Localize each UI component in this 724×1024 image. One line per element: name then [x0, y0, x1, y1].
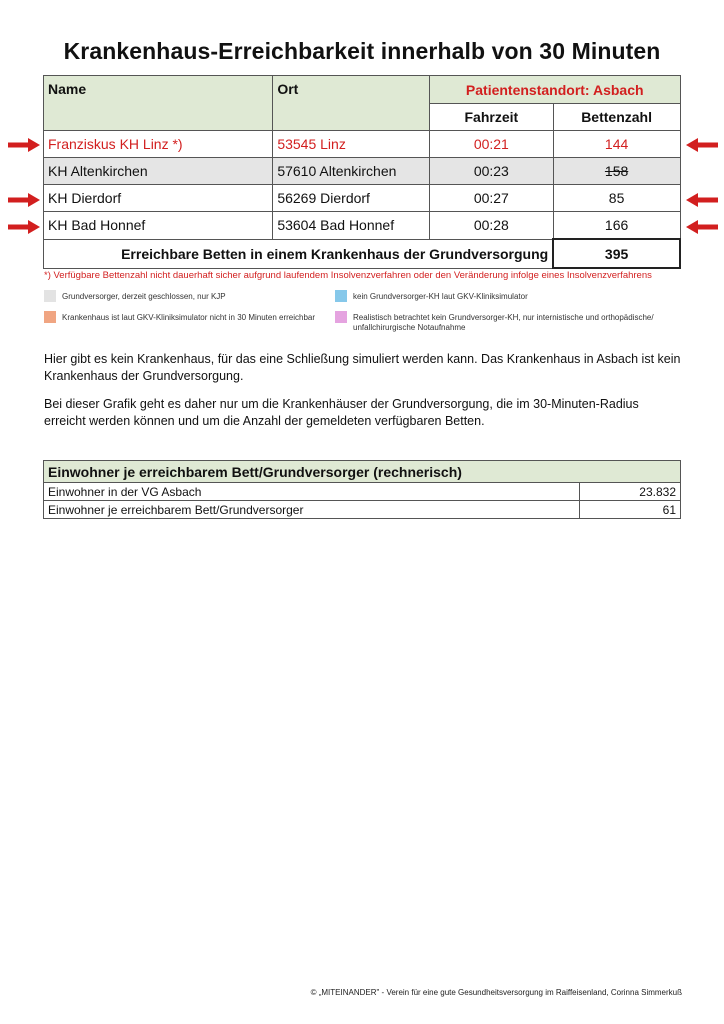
stats-value: 61	[580, 501, 681, 519]
row-betten-struck: 158	[604, 163, 629, 179]
total-row	[44, 239, 681, 268]
table-row	[44, 483, 681, 501]
header-patient-site: Patientenstandort: Asbach	[429, 76, 680, 104]
arrow-right-icon	[8, 138, 40, 152]
legend-label	[353, 313, 654, 333]
row-fahrzeit: 00:28	[429, 212, 553, 240]
header-fahrzeit: Fahrzeit	[429, 104, 553, 131]
arrow-left-icon	[686, 193, 718, 207]
row-name: KH Altenkirchen	[44, 158, 273, 185]
total-label: Erreichbare Betten in einem Krankenhaus der Grundversorgung	[44, 239, 554, 268]
row-name: Franziskus KH Linz *)	[44, 131, 273, 158]
row-betten	[553, 158, 680, 185]
stats-label: Einwohner je erreichbarem Bett/Grundversorger	[44, 501, 580, 519]
legend-swatch-blue	[335, 290, 347, 302]
stats-value: 23.832	[580, 483, 681, 501]
row-betten: 166	[553, 212, 680, 240]
stats-header: Einwohner je erreichbarem Bett/Grundversorger (rechnerisch)	[44, 461, 681, 483]
row-ort: 56269 Dierdorf	[273, 185, 430, 212]
arrow-left-icon	[686, 138, 718, 152]
row-name: KH Dierdorf	[44, 185, 273, 212]
arrow-right-icon	[8, 220, 40, 234]
legend-label-line: Realistisch betrachtet kein Grundversorger-KH, nur internistische und orthopädische/	[353, 313, 654, 322]
hospital-table	[43, 75, 681, 269]
arrow-right-icon	[8, 193, 40, 207]
table-row	[44, 212, 681, 240]
row-fahrzeit: 00:23	[429, 158, 553, 185]
row-ort: 53545 Linz	[273, 131, 430, 158]
row-betten: 85	[553, 185, 680, 212]
legend-swatch-pink	[335, 311, 347, 323]
paragraph-line: erreicht werden können und um die Anzahl der gemeldeten verfügbaren Betten.	[44, 414, 485, 428]
header-bettenzahl: Bettenzahl	[553, 104, 680, 131]
legend-label-line: unfallchirurgische Notaufnahme	[353, 323, 466, 332]
header-ort: Ort	[273, 76, 430, 131]
legend-swatch-orange	[44, 311, 56, 323]
page-title: Krankenhaus-Erreichbarkeit innerhalb von 30 Minuten	[63, 38, 661, 64]
legend-label: Grundversorger, derzeit geschlossen, nur KJP	[62, 292, 226, 301]
stats-label: Einwohner in der VG Asbach	[44, 483, 580, 501]
footer-credit: © „MITEINANDER" - Verein für eine gute Gesundheitsversorgung im Raiffeisenland, Corinna Simmerkuß	[310, 988, 682, 997]
legend-label: kein Grundversorger-KH laut GKV-Kliniksimulator	[353, 292, 528, 301]
paragraph-line: Hier gibt es kein Krankenhaus, für das eine Schließung simuliert werden kann. Das Krankenhaus in Asbach ist kein	[44, 352, 681, 366]
table-header-row	[44, 76, 681, 104]
stats-table	[43, 460, 681, 519]
footnote: *) Verfügbare Bettenzahl nicht dauerhaft sicher aufgrund laufendem Insolvenzverfahren oder den Veränderung infolge eines Insolvenzverfahrens	[44, 270, 652, 281]
paragraph-2	[44, 396, 684, 430]
header-name: Name	[44, 76, 273, 131]
row-ort: 53604 Bad Honnef	[273, 212, 430, 240]
row-ort: 57610 Altenkirchen	[273, 158, 430, 185]
total-value: 395	[553, 239, 680, 268]
paragraph-line: Bei dieser Grafik geht es daher nur um die Krankenhäuser der Grundversorgung, die im 30-Minuten-Radius	[44, 397, 639, 411]
table-row	[44, 185, 681, 212]
paragraph-1	[44, 351, 684, 385]
legend-swatch-grey	[44, 290, 56, 302]
row-fahrzeit: 00:21	[429, 131, 553, 158]
arrow-left-icon	[686, 220, 718, 234]
row-fahrzeit: 00:27	[429, 185, 553, 212]
legend-label: Krankenhaus ist laut GKV-Kliniksimulator nicht in 30 Minuten erreichbar	[62, 313, 316, 322]
paragraph-line: Krankenhaus der Grundversorgung.	[44, 369, 244, 383]
table-row	[44, 501, 681, 519]
row-betten: 144	[553, 131, 680, 158]
table-row	[44, 158, 681, 185]
row-name: KH Bad Honnef	[44, 212, 273, 240]
table-row	[44, 131, 681, 158]
